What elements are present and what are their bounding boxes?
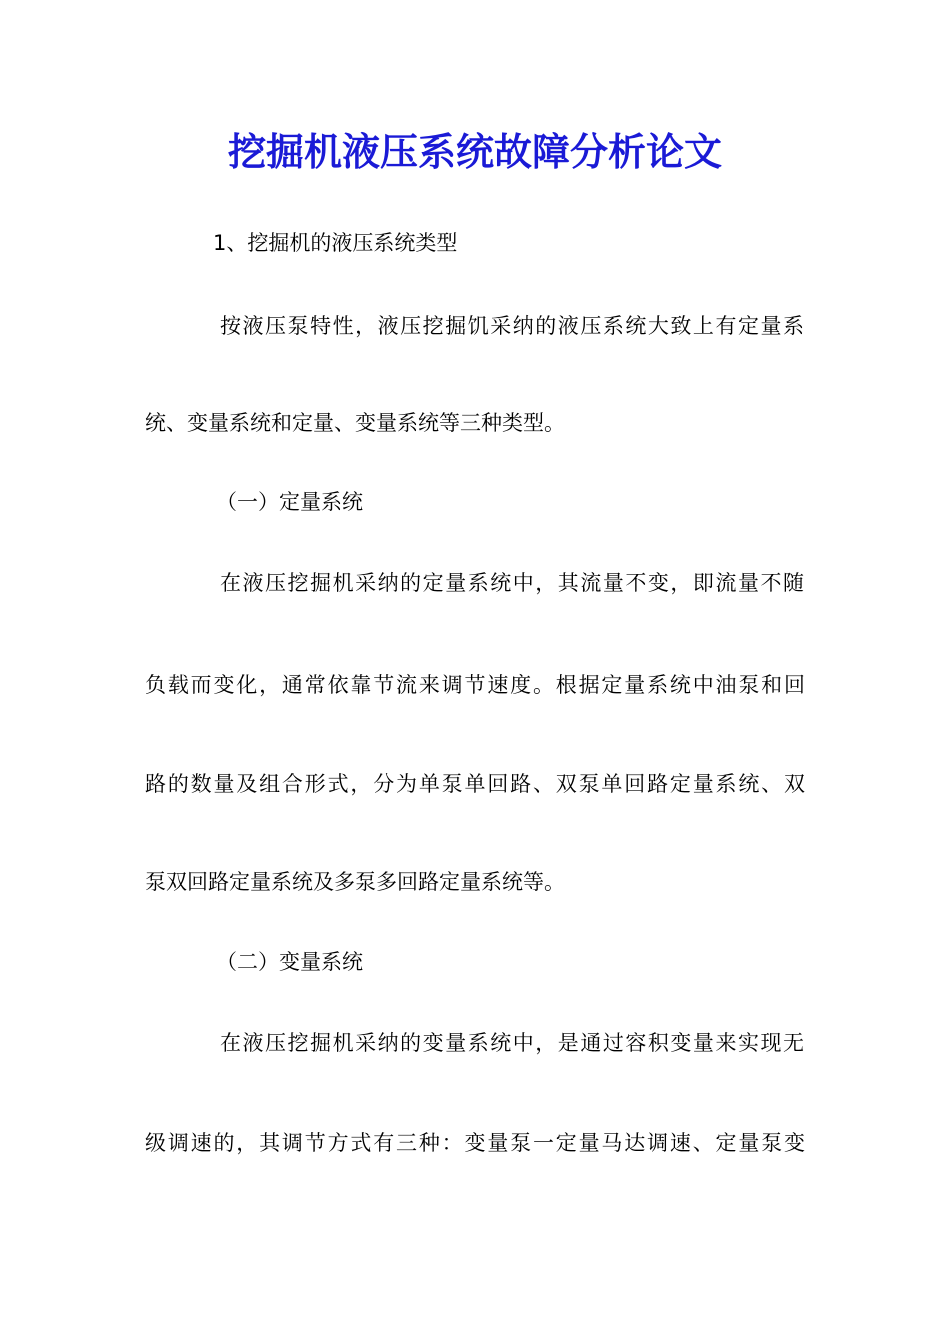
paragraph-line: 在液压挖掘机采纳的变量系统中，是通过容积变量来实现无 [220, 1031, 804, 1055]
section-heading-1: 1、挖掘机的液压系统类型 [213, 231, 458, 255]
paragraph-line: 在液压挖掘机采纳的定量系统中，其流量不变，即流量不随 [220, 571, 804, 595]
document-title: 挖掘机液压系统故障分析论文 [227, 129, 722, 174]
paragraph-line: 泵双回路定量系统及多泵多回路定量系统等。 [145, 870, 565, 894]
paragraph-line: 按液压泵特性，液压挖掘饥采纳的液压系统大致上有定量系 [220, 314, 804, 338]
subsection-heading-2: （二）变量系统 [216, 950, 363, 974]
paragraph-line: 统、变量系统和定量、变量系统等三种类型。 [145, 411, 565, 435]
paragraph-line: 负载而变化，通常依靠节流来调节速度。根据定量系统中油泵和回 [145, 673, 805, 697]
paragraph-line: 级调速的，其调节方式有三种：变量泵一定量马达调速、定量泵变 [145, 1131, 805, 1155]
subsection-heading-1: （一）定量系统 [216, 490, 363, 514]
paragraph-line: 路的数量及组合形式，分为单泵单回路、双泵单回路定量系统、双 [145, 772, 805, 796]
